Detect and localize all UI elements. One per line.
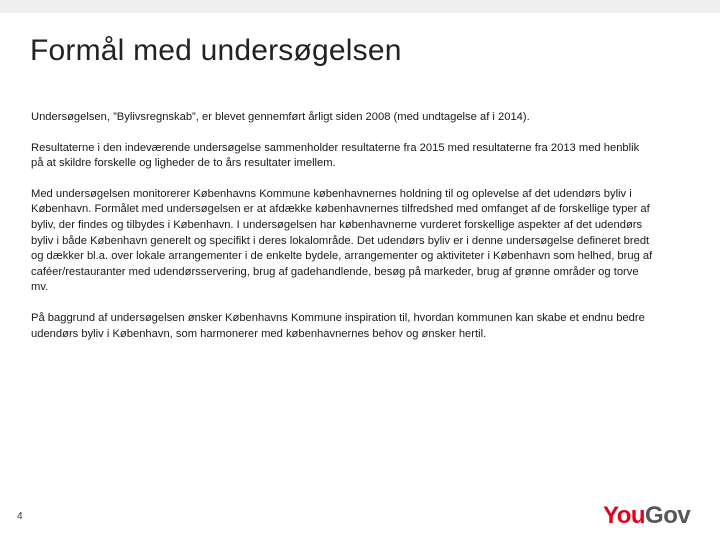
paragraph-2: Resultaterne i den indeværende undersøgelse sammenholder resultaterne fra 2015 med resultaterne fra 2013 med henblik på at skildre forskelle og ligheder de to års resultater imellem. [31, 141, 640, 170]
logo-gov: Gov [645, 502, 691, 529]
slide-title: Formål med undersøgelsen [30, 34, 402, 67]
paragraph-4: På baggrund af undersøgelsen ønsker Københavns Kommune inspiration til, hvordan kommunen kan skabe et endnu bedre udendørs byliv i København, som harmonerer med københavnernes behov og ønsker hertil. [31, 311, 645, 340]
paragraph-1: Undersøgelsen, ”Bylivsregnskab”, er blevet gennemført årligt siden 2008 (med undtagelse af i 2014). [31, 111, 530, 123]
logo-you: You [603, 502, 646, 529]
yougov-logo [603, 502, 690, 530]
page-number: 4 [17, 511, 23, 522]
body-text [31, 110, 653, 357]
paragraph-3: Med undersøgelsen monitorerer Københavns Kommune københavnernes holdning til og oplevelse af det udendørs byliv i København. Formålet med undersøgelsen er at afdække københavnernes tilfredshed med omfanget af de forskellige typer af byliv, der findes og tilbydes i København. I undersøgelsen har københavnerne vurderet forskellige aspekter af det udendørs byliv i både København generelt og specifikt i deres lokalområde. Det udendørs byliv er i denne undersøgelse defineret bredt og dækker bl.a. over lokale arrangementer i de enkelte bydele, arrangementer og aktiviteter i København som helhed, brug af caféer/restauranter med udendørsservering, brug af gadehandlende, besøg på markeder, brug af grønne områder og torve mv. [31, 187, 653, 294]
top-bar [0, 0, 720, 13]
